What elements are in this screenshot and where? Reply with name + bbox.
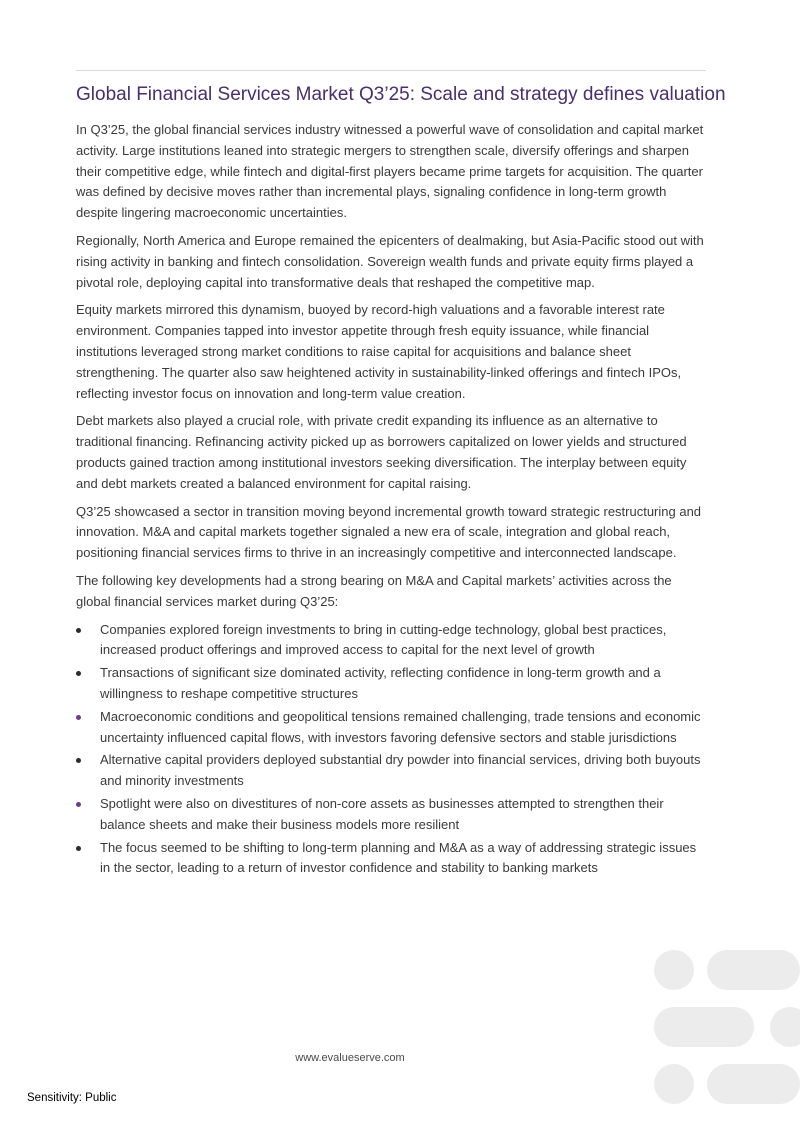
- bullet-icon: [76, 802, 81, 807]
- list-item: [76, 620, 706, 662]
- list-item-text: Alternative capital providers deployed substantial dry powder into financial services, driving both buyouts and minority investments: [100, 752, 701, 789]
- key-developments-list: [76, 620, 706, 880]
- sensitivity-label: Sensitivity: Public: [27, 1092, 117, 1104]
- footer-website-link[interactable]: www.evalueserve.com: [295, 1052, 405, 1064]
- paragraph: In Q3’25, the global financial services industry witnessed a powerful wave of consolidation and capital market activity. Large institutions leaned into strategic mergers to strengthen scale, diversify offerings and sharpen their competitive edge, while fintech and digital-first players became prime targets for acquisition. The quarter was defined by decisive moves rather than incremental plays, signaling confidence in long-term growth despite lingering macroeconomic uncertainties.: [76, 122, 704, 221]
- list-item-text: Companies explored foreign investments to bring in cutting-edge technology, global best practices, increased product offerings and improved access to capital for the next level of growth: [100, 621, 667, 658]
- list-item: [76, 663, 706, 705]
- paragraph: Q3’25 showcased a sector in transition moving beyond incremental growth toward strategic restructuring and innovation. M&A and capital markets together signaled a new era of scale, integration and global reach, positioning financial services firms to thrive in an increasingly competitive and interconnected landscape.: [76, 503, 702, 561]
- list-item: [76, 707, 706, 749]
- paragraph: Equity markets mirrored this dynamism, buoyed by record-high valuations and a favorable interest rate environment. Companies tapped into investor appetite through fresh equity issuance, while financial institutions leveraged strong market conditions to raise capital for acquisitions and balance sheet strengthening. The quarter also saw heightened activity in sustainability-linked offerings and fintech IPOs, reflecting investor focus on innovation and long-term value creation.: [76, 302, 682, 401]
- list-item: [76, 838, 706, 880]
- article-body: [76, 120, 706, 881]
- paragraph: Regionally, North America and Europe remained the epicenters of dealmaking, but Asia-Pacific stood out with rising activity in banking and fintech consolidation. Sovereign wealth funds and private equity firms played a pivotal role, deploying capital into transformative deals that reshaped the competitive map.: [76, 232, 704, 290]
- decor-circle: [654, 950, 694, 990]
- decor-pill: [707, 1064, 800, 1104]
- list-item: [76, 794, 706, 836]
- decor-circle: [654, 1064, 694, 1104]
- decor-circle: [770, 1007, 800, 1047]
- paragraph: The following key developments had a strong bearing on M&A and Capital markets’ activities across the global financial services market during Q3’25:: [76, 572, 672, 609]
- list-item: [76, 750, 706, 792]
- paragraph: Debt markets also played a crucial role, with private credit expanding its influence as an alternative to traditional financing. Refinancing activity picked up as borrowers capitalized on lower yields and structured products gained traction among institutional investors seeking diversification. The interplay between equity and debt markets created a balanced environment for capital raising.: [76, 413, 687, 491]
- bullet-icon: [76, 846, 81, 851]
- bullet-icon: [76, 628, 81, 633]
- list-item-text: The focus seemed to be shifting to long-term planning and M&A as a way of addressing strategic issues in the sector, leading to a return of investor confidence and stability to banking markets: [100, 839, 697, 876]
- header-divider: [76, 70, 706, 71]
- bullet-icon: [76, 671, 81, 676]
- page-title: Global Financial Services Market Q3’25: Scale and strategy defines valuation: [76, 84, 726, 105]
- list-item-text: Transactions of significant size dominated activity, reflecting confidence in long-term growth and a willingness to reshape competitive structures: [100, 665, 661, 701]
- bullet-icon: [76, 758, 81, 763]
- decor-pill: [707, 950, 800, 990]
- list-item-text: Spotlight were also on divestitures of non-core assets as businesses attempted to strengthen their balance sheets and make their business models more resilient: [100, 795, 664, 832]
- decor-pill: [654, 1007, 754, 1047]
- bullet-icon: [76, 715, 81, 720]
- list-item-text: Macroeconomic conditions and geopolitical tensions remained challenging, trade tensions and economic uncertainty influenced capital flows, with investors favoring defensive sectors and stable jurisdictions: [100, 708, 701, 745]
